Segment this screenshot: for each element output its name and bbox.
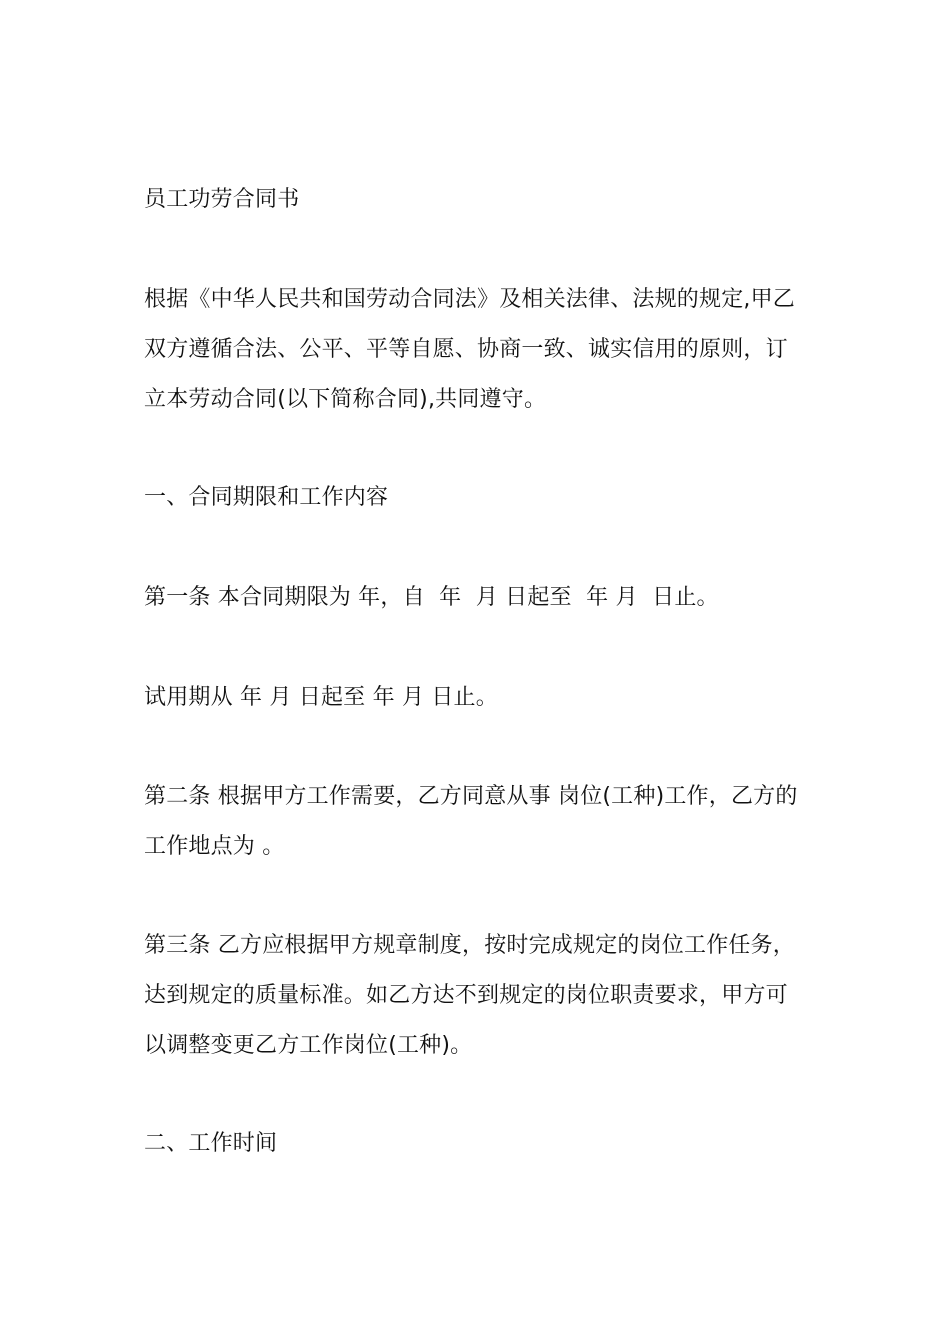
preamble-line-2: 双方遵循合法、公平、平等自愿、协商一致、诚实信用的原则，订 xyxy=(144,337,788,362)
preamble-line-3: 立本劳动合同(以下简称合同),共同遵守。 xyxy=(144,387,547,412)
article-3-line-1: 第三条 乙方应根据甲方规章制度，按时完成规定的岗位工作任务， xyxy=(144,933,795,958)
article-3-line-2: 达到规定的质量标准。如乙方达不到规定的岗位职责要求，甲方可 xyxy=(144,983,788,1008)
section-2-heading: 二、工作时间 xyxy=(144,1131,278,1156)
article-3-line-3: 以调整变更乙方工作岗位(工种)。 xyxy=(144,1033,473,1058)
probation-line: 试用期从 年 月 日起至 年 月 日止。 xyxy=(144,685,498,710)
section-1-heading: 一、合同期限和工作内容 xyxy=(144,485,389,510)
article-2-line-1: 第二条 根据甲方工作需要，乙方同意从事 岗位(工种)工作，乙方的 xyxy=(144,784,798,809)
article-2-line-2: 工作地点为 。 xyxy=(144,834,285,859)
preamble-line-1: 根据《中华人民共和国劳动合同法》及相关法律、法规的规定,甲乙 xyxy=(144,287,795,312)
document-title: 员工功劳合同书 xyxy=(144,187,300,212)
article-1: 第一条 本合同期限为 年，自 年 月 日起至 年 月 日止。 xyxy=(144,585,719,610)
